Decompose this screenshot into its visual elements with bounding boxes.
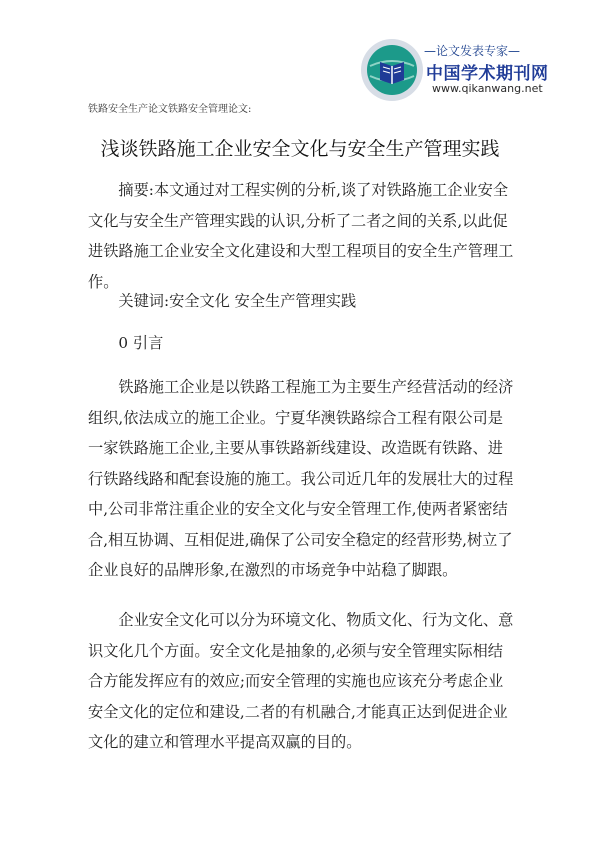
- abstract-paragraph: 摘要:本文通过对工程实例的分析,谈了对铁路施工企业安全文化与安全生产管理实践的认识,分析了二者之间的关系,以此促进铁路施工企业安全文化建设和大型工程项目的安全生产管理工作。: [88, 181, 514, 291]
- keywords-line: 关键词:安全文化 安全生产管理实践: [118, 292, 357, 310]
- body-paragraph: 企业安全文化可以分为环境文化、物质文化、行为文化、意识文化几个方面。安全文化是抽象的,必须与安全管理实际相结合方能发挥应有的效应;而安全管理的实施也应该充分考虑企业安全文化的定位和建设,二者的有机融合,才能真正达到促进企业文化的建立和管理水平提高双赢的目的。: [88, 611, 514, 751]
- document-header: 铁路安全生产论文铁路安全管理论文:: [88, 104, 252, 115]
- section-heading: 0 引言: [118, 334, 164, 352]
- site-logo: [360, 38, 549, 102]
- logo-slogan: —论文发表专家—: [424, 44, 521, 58]
- document-title: 浅谈铁路施工企业安全文化与安全生产管理实践: [100, 138, 500, 160]
- globe-book-icon: [360, 38, 424, 102]
- body-paragraph: 铁路施工企业是以铁路工程施工为主要生产经营活动的经济组织,依法成立的施工企业。宁夏华澳铁路综合工程有限公司是一家铁路施工企业,主要从事铁路新线建设、改造既有铁路、进行铁路线路和配套设施的施工。我公司近几年的发展壮大的过程中,公司非常注重企业的安全文化与安全管理工作,使两者紧密结合,相互协调、互相促进,确保了公司安全稳定的经营形势,树立了企业良好的品牌形象,在激烈的市场竞争中站稳了脚跟。: [88, 378, 514, 579]
- logo-brand-name: 中国学术期刊网: [426, 64, 549, 84]
- logo-url: www.qikanwang.net: [432, 82, 543, 95]
